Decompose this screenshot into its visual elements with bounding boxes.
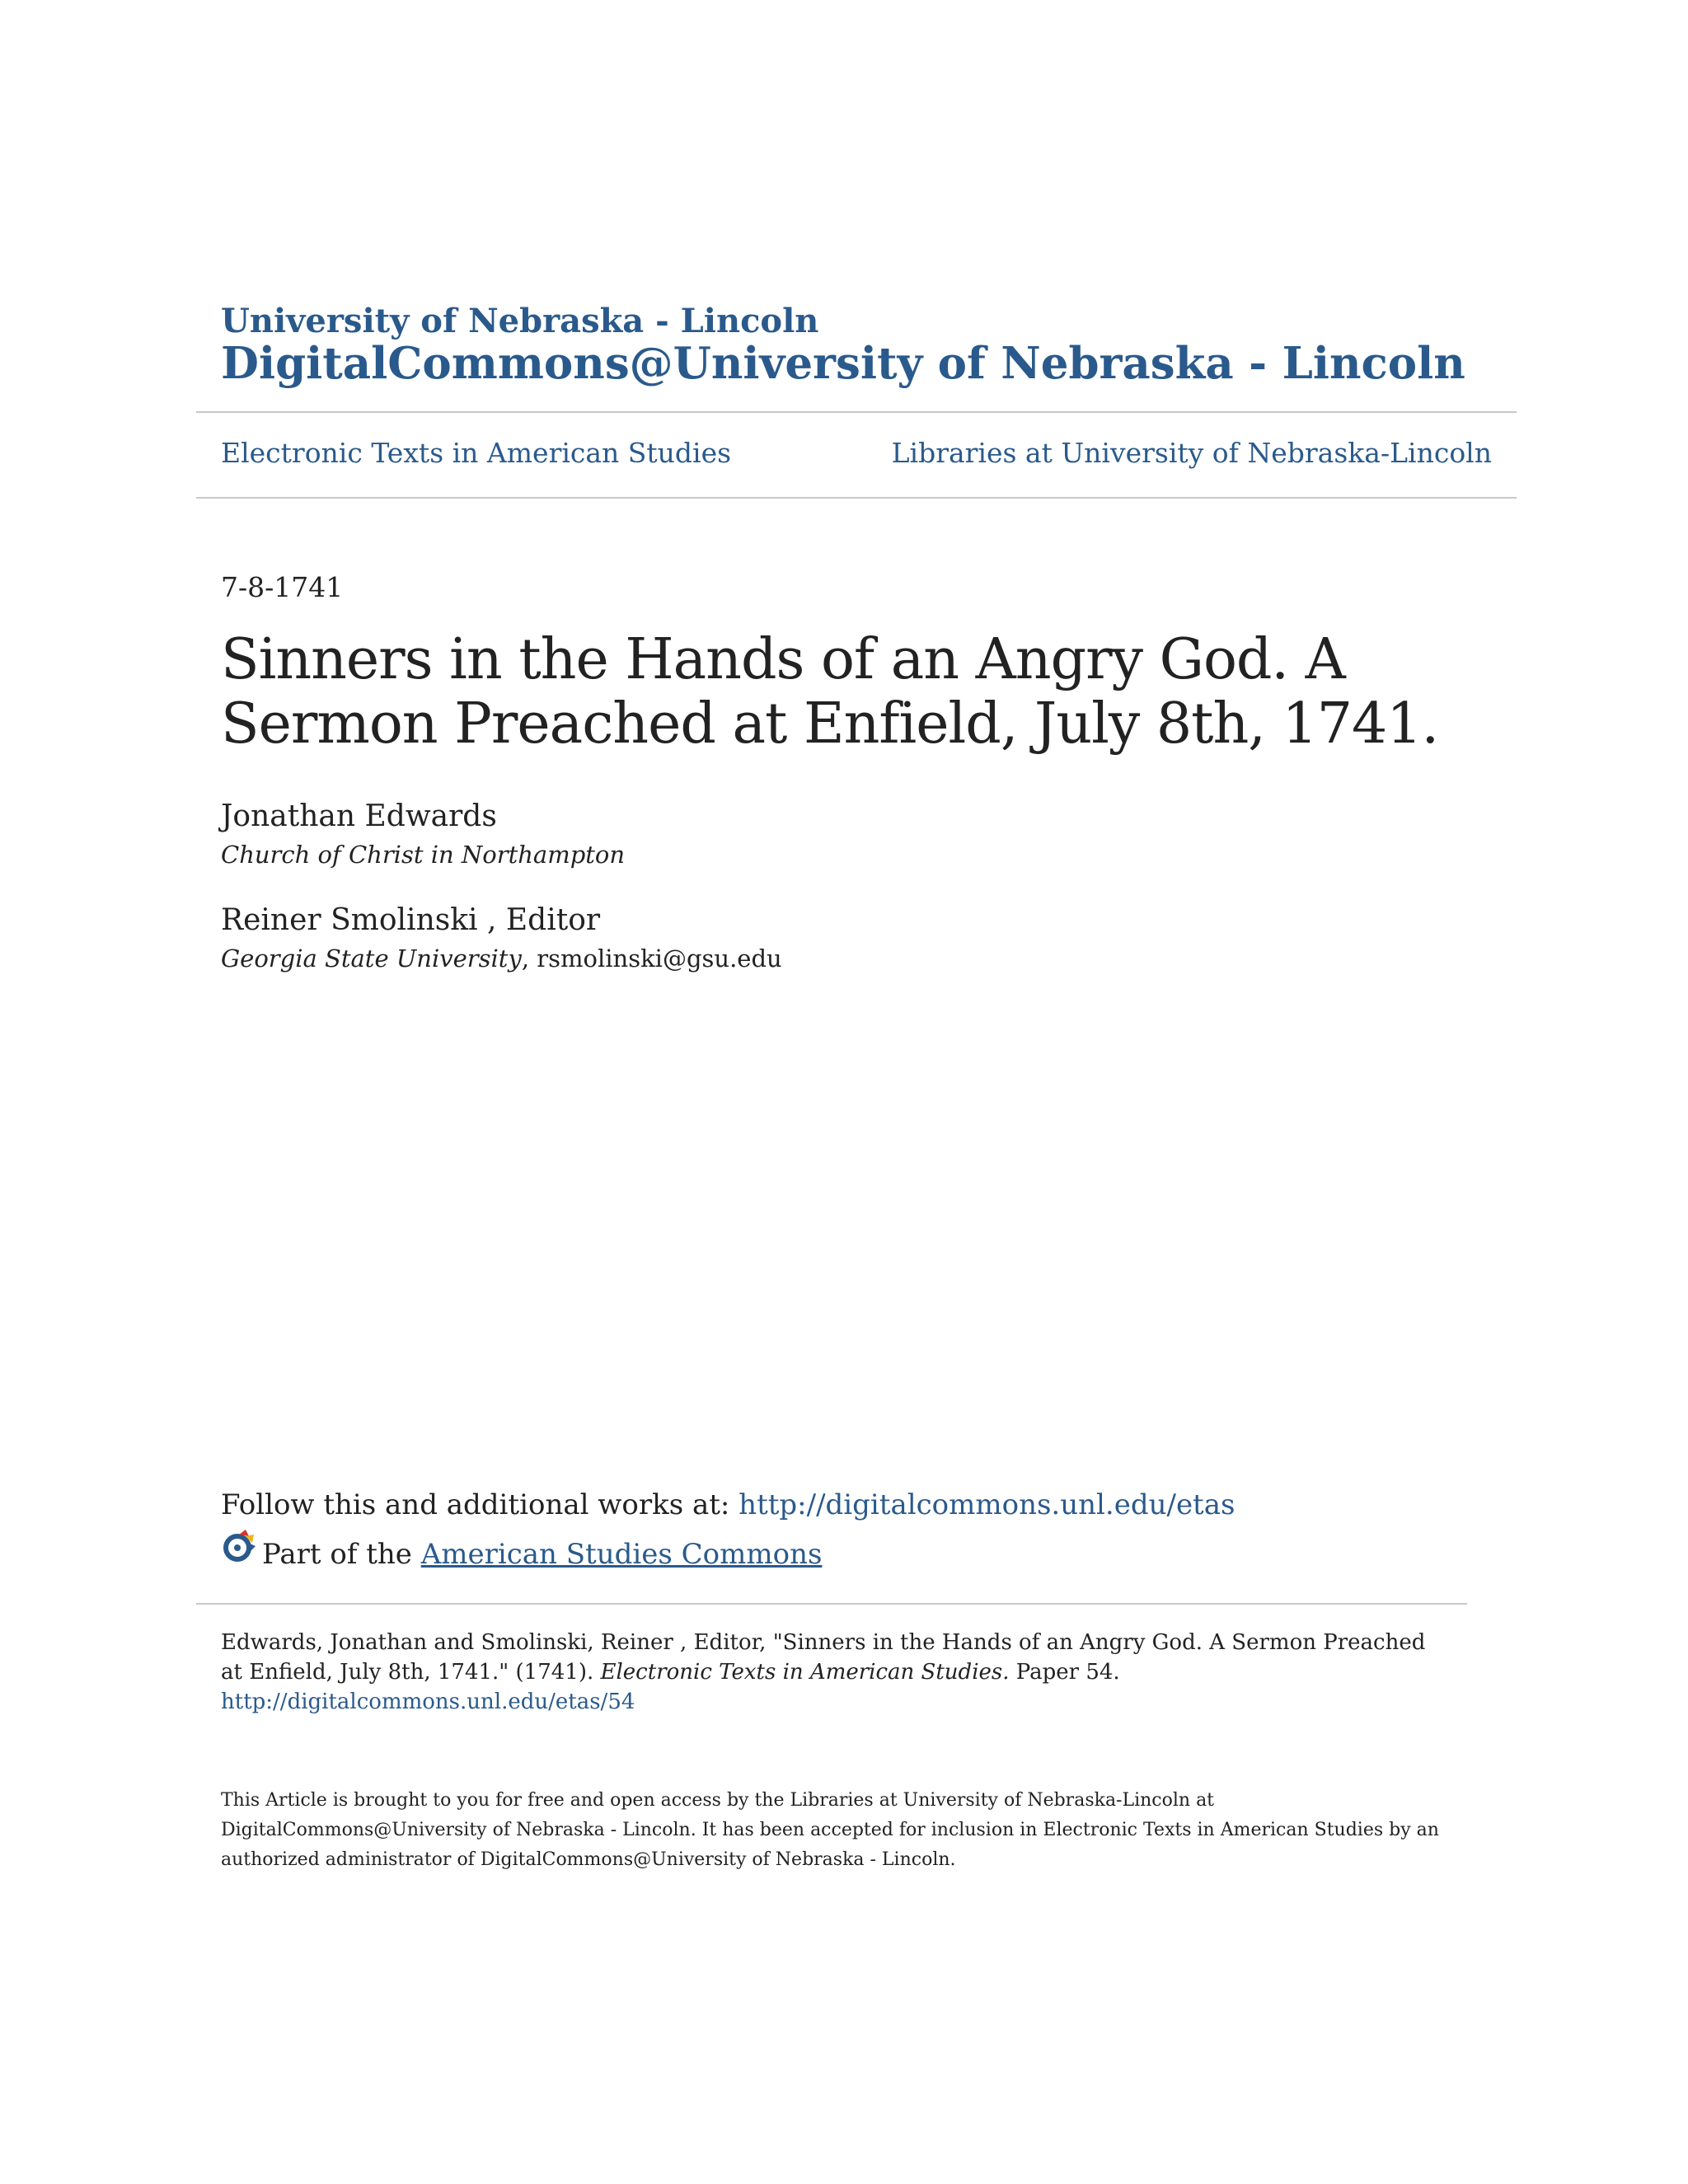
libraries-link[interactable]: Libraries at University of Nebraska-Lincoln <box>891 437 1492 469</box>
editor-name: Reiner Smolinski , Editor <box>221 903 601 937</box>
follow-prefix: Follow this and additional works at: <box>221 1488 739 1521</box>
divider-bottom <box>196 1603 1467 1605</box>
divider-middle <box>196 497 1517 499</box>
collection-link[interactable]: Electronic Texts in American Studies <box>221 437 732 469</box>
divider-top <box>196 411 1517 413</box>
partof-prefix: Part of the <box>262 1538 421 1571</box>
publication-date: 7-8-1741 <box>221 571 344 603</box>
author-name: Jonathan Edwards <box>221 799 497 833</box>
citation-text: Edwards, Jonathan and Smolinski, Reiner , Editor, "Sinners in the Hands of an Angry God. A Sermon Preached at Enfield, July 8th, 1741." (1741). <box>221 1630 1426 1685</box>
editor-affiliation <box>221 944 782 972</box>
editor-institution: Georgia State University <box>221 944 522 972</box>
commons-network-icon <box>221 1528 257 1564</box>
collection-url-link[interactable]: http://digitalcommons.unl.edu/etas <box>738 1488 1236 1521</box>
article-title: Sinners in the Hands of an Angry God. A Sermon Preached at Enfield, July 8th, 1741. <box>221 627 1439 757</box>
editor-email: , rsmolinski@gsu.edu <box>521 944 782 972</box>
american-studies-commons-link[interactable]: American Studies Commons <box>420 1538 823 1571</box>
recommended-citation <box>221 1628 1441 1717</box>
citation-journal: Electronic Texts in American Studies. <box>600 1660 1010 1685</box>
repository-name[interactable]: DigitalCommons@University of Nebraska - Lincoln <box>221 338 1465 389</box>
author-affiliation: Church of Christ in Northampton <box>221 841 626 869</box>
citation-url-link[interactable]: http://digitalcommons.unl.edu/etas/54 <box>221 1690 635 1714</box>
partof-line <box>262 1538 822 1571</box>
follow-line <box>221 1488 1235 1521</box>
citation-paper: Paper 54. <box>1009 1660 1120 1685</box>
access-notice: This Article is brought to you for free and open access by the Libraries at University of Nebraska-Lincoln at DigitalCommons@University of Nebraska - Lincoln. It has been accepted for inclusion in Electronic Texts in American Studies by an authorized administrator of DigitalCommons@University of Nebraska - Lincoln. <box>221 1790 1439 1870</box>
institution-name: University of Nebraska - Lincoln <box>221 302 819 340</box>
